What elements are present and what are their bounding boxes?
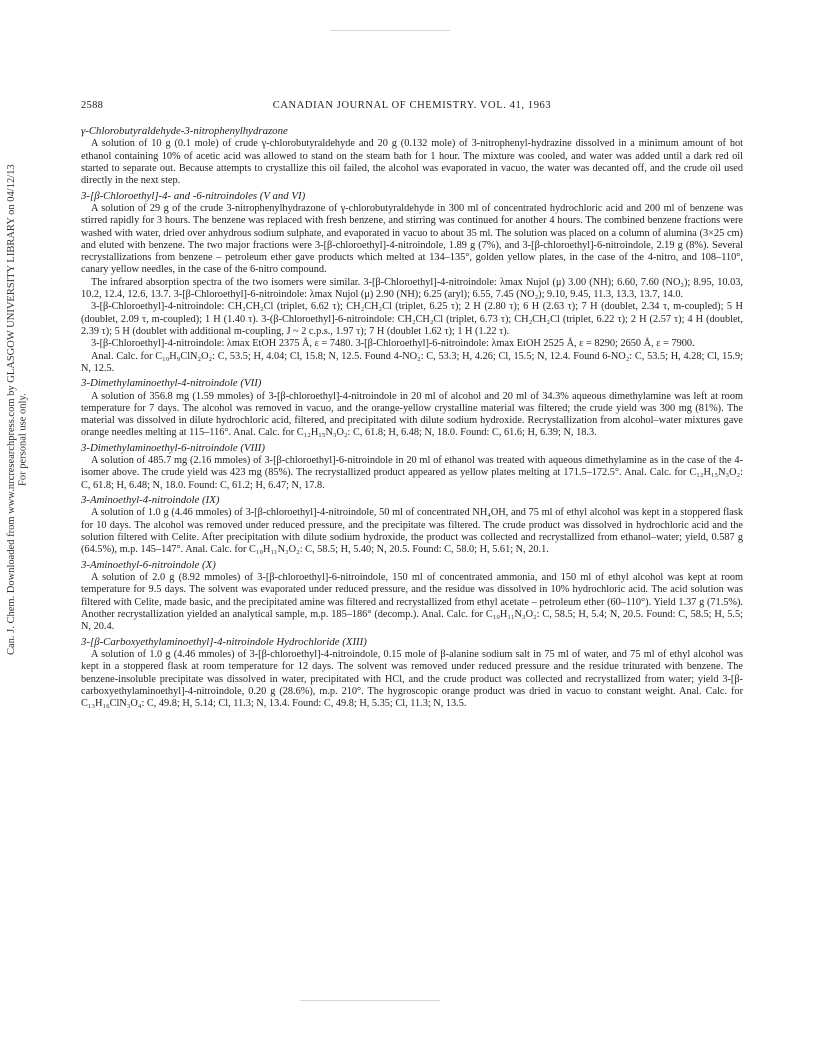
running-head [81,100,743,111]
section-heading: 3-[β-Chloroethyl]-4- and -6-nitroindoles (V and VI) [81,189,306,202]
paragraph: A solution of 1.0 g (4.46 mmoles) of 3-[β-chloroethyl]-4-nitroindole, 50 ml of concentrated NH₄OH, and 75 ml of ethyl alcohol was kept in a stoppered flask for 10 days. The alcohol was removed under reduced pressure, and the precipitate was filtered. The crude product was dissolved in hydrochloric acid and the solution filtered with Celite. After precipitation with dilute sodium hydroxide, the product was collected and recrystallized from ethanol–water; yield, 0.587 g (64.5%), m.p. 145–147°. Anal. Calc. for C₁₀H₁₁N₃O₂: C, 58.5; H, 5.40; N, 20.5. Found: C, 58.0; H, 5.61; N, 20.1. [81,507,743,556]
download-notice-line1: Can. J. Chem. Downloaded from www.nrcresearchpress.com by GLASGOW UNIVERSITY LIBRARY on 04/12/13 [6,164,17,655]
paragraph: A solution of 29 g of the crude 3-nitrophenylhydrazone of γ-chlorobutyraldehyde in 300 ml of concentrated hydrochloric acid and 200 ml of benzene was stirred rapidly for 3 hours. The benzene was replaced with fresh benzene, and stirring was continued for another 4 hours. The combined benzene fractions were washed with water, dried over anhydrous sodium sulphate, and evaporated in vacuo to about 35 ml. The solution was placed on a column of alumina (3×25 cm) and eluted with benzene. The two major fractions were 3-[β-chloroethyl]-4-nitroindole, 1.89 g (7%), and 3-[β-chloroethyl]-6-nitroindole, 2.19 g (8%). Several recrystallizations from benzene – petroleum ether gave products which melted at 134–135°, golden yellow plates, in the case of the 4-nitro, and 108–110°, canary yellow needles, in the case of the 6-nitro compound. [81,203,743,276]
paragraph: A solution of 1.0 g (4.46 mmoles) of 3-[β-chloroethyl]-4-nitroindole, 0.15 mole of β-alanine sodium salt in 75 ml of water, and 75 ml of ethyl alcohol was kept in a stoppered flask at room temperature for 12 days. The solvent was removed under reduced pressure and the residue triturated with benzene. The benzene-insoluble precipitate was dissolved in water, precipitated with HCl, and the crude product was collected and recrystallized from water; yield 3-[β-carboxyethylaminoethyl]-4-nitroindole, 0.20 g (28.6%), m.p. 210°. The hygroscopic orange product was dried in vacuo to constant weight. Anal. Calc. for C₁₃H₁₆ClN₃O₄: C, 49.8; H, 5.14; Cl, 11.3; N, 13.4. Found: C, 49.8; H, 5.35; Cl, 11.3; N, 13.5. [81,648,743,710]
paragraph: A solution of 356.8 mg (1.59 mmoles) of 3-[β-chloroethyl]-4-nitroindole in 20 ml of alcohol and 20 ml of 34.3% aqueous dimethylamine was left at room temperature for 7 days. The alcohol was removed in vacuo, and the orange-yellow crystalline material was filtered; the crude yield was 300 mg (81%). The material was dissolved in dilute hydrochloric acid, filtered, and precipitated with dilute sodium hydroxide. Recrystallization from alcohol–water mixtures gave orange needles melting at 115–116°. Anal. Calc. for C₁₂H₁₅N₃O₂: C, 61.8; H, 6.48; N, 18.0. Found: C, 61.6; H, 6.39; N, 18.3. [81,390,743,439]
journal-title: CANADIAN JOURNAL OF CHEMISTRY. VOL. 41, 1963 [272,100,552,111]
section-aminoethyl-6 [81,559,743,634]
section-heading: 3-[β-Carboxyethylaminoethyl]-4-nitroindole Hydrochloride (XIII) [81,635,367,648]
paragraph: A solution of 2.0 g (8.92 mmoles) of 3-[β-chloroethyl]-6-nitroindole, 150 ml of concentrated ammonia, and 150 ml of ethyl alcohol was kept at room temperature for 9.5 days. The solvent was evaporated under reduced pressure, and the residue was dissolved in 10% hydrochloric acid. The acid solution was filtered with Celite, made basic, and the precipitated amine was filtered and recrystallized from ethyl acetate – petroleum ether (60–110°). Yield 1.37 g (71.5%). Another recrystallization yielded an analytical sample, m.p. 185–186° (decomp.). Anal. Calc. for C₁₀H₁₁N₃O₂: C, 58.5; H, 5.4; N, 20.5. Found: C, 58.5; H, 5.5; N, 20.4. [81,572,743,633]
section-hydrazone [81,125,743,188]
section-dimethylaminoethyl-6 [81,442,743,492]
download-notice-line2: For personal use only. [17,393,29,487]
paragraph: 3-[β-Chloroethyl]-4-nitroindole: λmax EtOH 2375 Å, ε = 7480. 3-[β-Chloroethyl]-6-nitroindole: λmax EtOH 2525 Å, ε = 8290; 2650 Å, ε = 7900. [91,338,695,350]
section-heading: 3-Aminoethyl-6-nitroindole (X) [81,558,216,571]
paragraph: A solution of 485.7 mg (2.16 mmoles) of 3-[β-chloroethyl]-6-nitroindole in 20 ml of ethanol was treated with aqueous dimethylamine as in the case of the 4-isomer above. The crude yield was 423 mg (85%). The recrystallized product appeared as yellow plates melting at 171.5–172.5°. Anal. Calc. for C₁₂H₁₅N₃O₂: C, 61.8; H, 6.48; N, 18.0. Found: C, 61.2; H, 6.47; N, 17.8. [81,455,743,491]
section-carboxyethyl [81,636,743,711]
section-heading: γ-Chlorobutyraldehyde-3-nitrophenylhydrazone [81,125,288,137]
paragraph: A solution of 10 g (0.1 mole) of crude γ-chlorobutyraldehyde and 20 g (0.132 mole) of 3-nitrophenyl-hydrazine dissolved in a minimum amount of hot ethanol containing 10% of acetic acid was allowed to stand on the steam bath for 1 hour. The mixture was cooled, and water was added until a dark red oil started to separate out. Because attempts to crystallize this oil failed, the alcohol was evaporated in vacuo, the water was decanted off, and the crude oil used directly in the next step. [81,138,743,187]
section-dimethylaminoethyl-4 [81,377,743,440]
section-heading: 3-Dimethylaminoethyl-4-nitroindole (VII) [81,377,262,390]
scan-artifact-bottom [300,1000,440,1001]
page-number: 2588 [81,100,104,111]
section-chloroethyl-nitroindoles [81,190,743,376]
paragraph: 3-[β-Chloroethyl]-4-nitroindole: CH₂CH₂Cl (triplet, 6.62 τ); CH₂CH₂Cl (triplet, 6.25 τ); 2 H (2.80 τ); 6 H (2.63 τ); 7 H (doublet, 2.34 τ, m-coupled); 5 H (doublet, 2.09 τ, m-coupled); 1 H (1.40 τ). 3-(β-Chloroethyl]-6-nitroindole: CH₂CH₂Cl (triplet, 6.73 τ); CH₂CH₂Cl (triplet, 6.22 τ); 2 H (2.57 τ); 4 H (doublet, 2.39 τ); 5 H (doublet with additional m-coupling, J ~ 2 c.p.s., 1.97 τ); 7 H (doublet 1.62 τ); 1 H (1.22 τ). [81,301,743,337]
section-aminoethyl-4 [81,494,743,557]
page-body [81,100,743,712]
section-heading: 3-Aminoethyl-4-nitroindole (IX) [81,494,220,507]
paragraph: The infrared absorption spectra of the two isomers were similar. 3-[β-Chloroethyl]-4-nitroindole: λmax Nujol (μ) 3.00 (NH); 6.60, 7.60 (NO₂); 8.95, 10.03, 10.2, 12.4, 12.6, 13.7. 3-[β-Chloroethyl]-6-nitroindole: λmax Nujol (μ) 2.90 (NH); 6.25 (aryl); 6.55, 7.45 (NO₂); 9.10, 9.45, 11.3, 13.3, 13.7, 14.0. [81,276,743,301]
scan-artifact-top [330,30,450,31]
download-notice [6,164,30,655]
section-heading: 3-Dimethylaminoethyl-6-nitroindole (VIII) [81,441,265,454]
paragraph: Anal. Calc. for C₁₀H₉ClN₂O₂: C, 53.5; H, 4.04; Cl, 15.8; N, 12.5. Found 4-NO₂: C, 53.3; H, 4.26; Cl, 15.5; N, 12.4. Found 6-NO₂: C, 53.5; H, 4.28; Cl, 15.9; N, 12.5. [81,350,743,374]
